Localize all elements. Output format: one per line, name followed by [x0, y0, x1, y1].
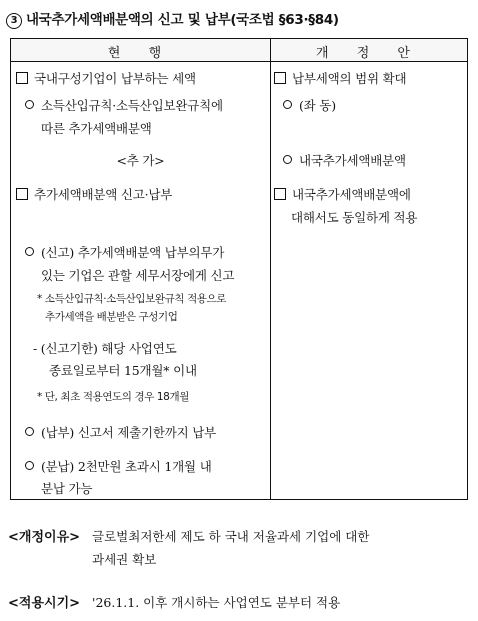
revised-item1: 납부세액의 범위 확대 — [274, 69, 406, 87]
current-item2: 추가세액배분액 신고·납부 — [16, 185, 172, 203]
revised-item2: 내국추가세액배분액에 — [274, 185, 411, 203]
payment-item: (납부) 신고서 제출기한까지 납부 — [25, 423, 216, 441]
effective-label: <적용시기> — [8, 596, 81, 611]
effective-line — [8, 592, 340, 611]
report-item-cont: 있는 기업은 관할 세무서장에게 신고 — [41, 268, 235, 283]
circle-bullet-icon — [25, 427, 34, 436]
section-title — [6, 8, 339, 29]
header-current: 현 행 — [107, 46, 174, 61]
deadline-item-cont: 종료일로부터 15개월* 이내 — [49, 363, 197, 378]
deadline-note: * 단, 최초 적용연도의 경우 18개월 — [37, 391, 189, 403]
checkbox-icon — [16, 72, 28, 84]
circle-bullet-icon — [25, 461, 34, 470]
current-item1: 국내구성기업이 납부하는 세액 — [16, 69, 196, 87]
effective-text: '26.1.1. 이후 개시하는 사업연도 분부터 적용 — [92, 595, 341, 610]
circle-bullet-icon — [25, 247, 34, 256]
revised-added: 내국추가세액배분액 — [283, 151, 406, 169]
checkbox-icon — [16, 188, 28, 200]
current-item1-sub-cont: 따른 추가세액배분액 — [41, 121, 152, 136]
installment-item-cont: 분납 가능 — [41, 481, 93, 496]
current-item1-sub: 소득산입규칙·소득산입보완규칙에 — [25, 96, 223, 114]
reason-line — [8, 526, 369, 545]
circle-bullet-icon — [283, 155, 292, 164]
reason-text-cont: 과세권 확보 — [92, 552, 157, 567]
report-note-cont: 추가세액을 배분받은 구성기업 — [45, 311, 178, 323]
table-header — [11, 39, 467, 62]
revised-item2-cont: 대해서도 동일하게 적용 — [291, 210, 418, 225]
comparison-table — [10, 38, 468, 500]
section-number: 3 — [6, 13, 22, 29]
installment-item: (분납) 2천만원 초과시 1개월 내 — [25, 457, 212, 475]
report-note: * 소득산입규칙·소득산입보완규칙 적용으로 — [37, 293, 227, 305]
checkbox-icon — [274, 188, 286, 200]
header-revised: 개 정 안 — [316, 46, 422, 61]
section-title-text: 내국추가세액배분액의 신고 및 납부(국조법 §63·§84) — [26, 12, 339, 28]
checkbox-icon — [274, 72, 286, 84]
new-marker: <추 가> — [116, 153, 165, 168]
revised-item1-sub: (좌 동) — [283, 96, 336, 114]
circle-bullet-icon — [283, 100, 292, 109]
reason-label: <개정이유> — [8, 530, 81, 545]
circle-bullet-icon — [25, 100, 34, 109]
deadline-item: - (신고기한) 해당 사업연도 — [33, 341, 177, 356]
column-divider — [270, 39, 271, 499]
report-item: (신고) 추가세액배분액 납부의무가 — [25, 243, 224, 261]
reason-text: 글로벌최저한세 제도 하 국내 저율과세 기업에 대한 — [92, 529, 370, 544]
